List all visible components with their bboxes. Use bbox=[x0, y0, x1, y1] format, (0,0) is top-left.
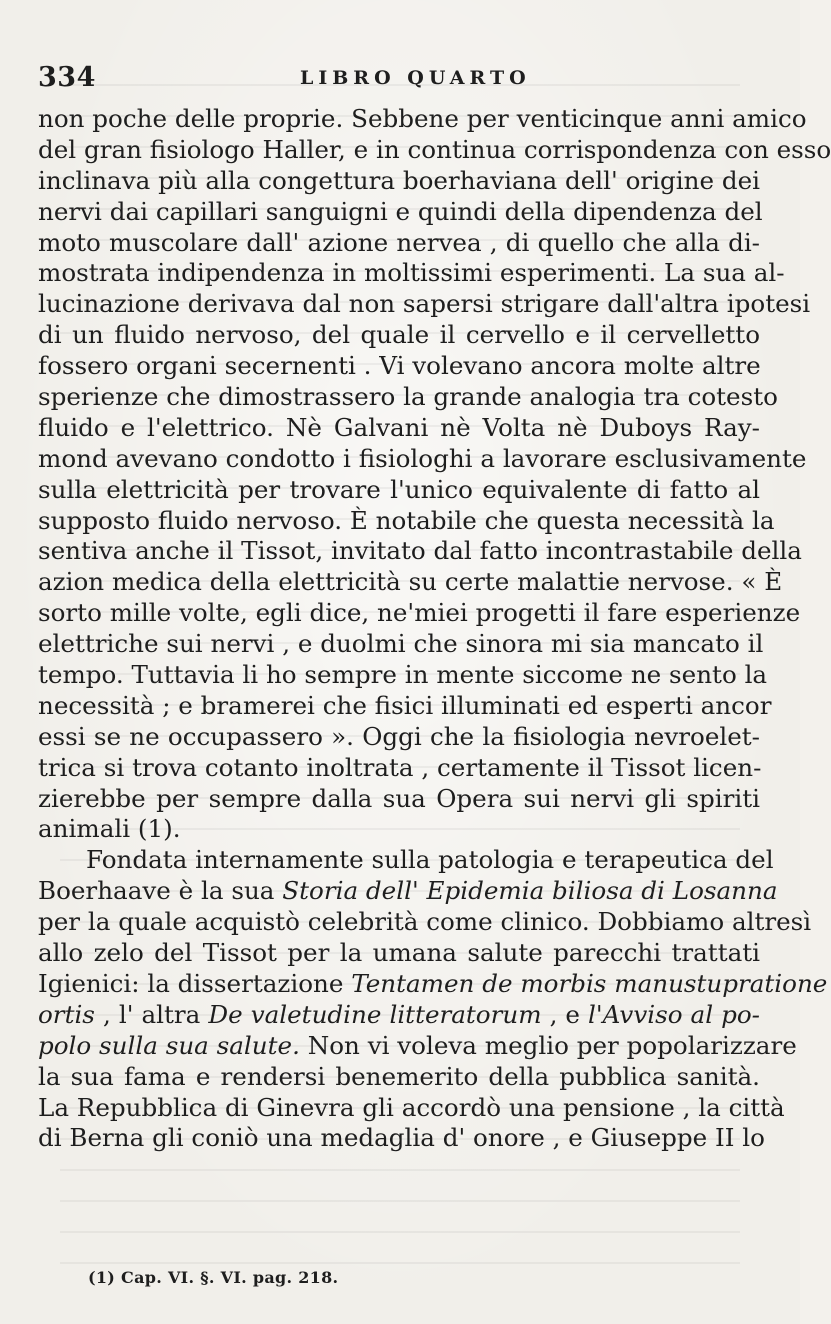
text-line: del gran fisiologo Haller, e in continua corrispondenza con esso bbox=[38, 134, 831, 164]
text-line: sulla elettricità per trovare l'unico equivalente di fatto al bbox=[38, 474, 760, 504]
text-line: di Berna gli coniò una medaglia d' onore , e Giuseppe II lo bbox=[38, 1123, 765, 1153]
text-line: animali (1). bbox=[38, 814, 181, 844]
text-line: di un fluido nervoso, del quale il cervello e il cervelletto bbox=[38, 320, 760, 350]
text-line: trica si trova cotanto inoltrata , certamente il Tissot licen- bbox=[38, 752, 762, 782]
running-head: LIBRO QUARTO bbox=[300, 67, 531, 89]
text-line: fluido e l'elettrico. Nè Galvani nè Volta nè Duboys Ray- bbox=[38, 412, 760, 442]
text-line: tempo. Tuttavia li ho sempre in mente siccome ne sento la bbox=[38, 660, 768, 690]
text-line: lucinazione derivava dal non sapersi strigare dall'altra ipotesi bbox=[38, 289, 811, 319]
text-line: necessità ; e bramerei che fisici illuminati ed esperti ancor bbox=[38, 690, 772, 720]
text-line: nervi dai capillari sanguigni e quindi della dipendenza del bbox=[38, 196, 763, 226]
text-line: La Repubblica di Ginevra gli accordò una pensione , la città bbox=[38, 1092, 785, 1122]
page-number: 334 bbox=[38, 62, 96, 93]
text-line: essi se ne occupassero ». Oggi che la fisiologia nevroelet- bbox=[38, 721, 760, 751]
text-line: Boerhaave è la sua Storia dell' Epidemia biliosa di Losanna bbox=[38, 876, 778, 906]
text-line: sentiva anche il Tissot, invitato dal fatto incontrastabile della bbox=[38, 536, 802, 566]
text-line: zierebbe per sempre dalla sua Opera sui nervi gli spiriti bbox=[38, 783, 760, 813]
text-line: inclinava più alla congettura boerhaviana dell' origine dei bbox=[38, 165, 760, 195]
page-header bbox=[38, 62, 760, 96]
text-line: la sua fama e rendersi benemerito della pubblica sanità. bbox=[38, 1061, 760, 1091]
text-line: azion medica della elettricità su certe malattie nervose. « È bbox=[38, 567, 783, 597]
text-line: elettriche sui nervi , e duolmi che sinora mi sia mancato il bbox=[38, 629, 764, 659]
text-line: per la quale acquistò celebrità come clinico. Dobbiamo altresì bbox=[38, 907, 812, 937]
footnote: (1) Cap. VI. §. VI. pag. 218. bbox=[88, 1268, 339, 1287]
text-line: mostrata indipendenza in moltissimi esperimenti. La sua al- bbox=[38, 258, 785, 288]
body-text bbox=[38, 104, 831, 1154]
text-line: ortis , l' altra De valetudine litteratorum , e l'Avviso al po- bbox=[38, 999, 760, 1029]
text-line: Fondata internamente sulla patologia e terapeutica del bbox=[86, 845, 774, 875]
text-line: fossero organi secernenti . Vi volevano ancora molte altre bbox=[38, 351, 761, 381]
text-line: polo sulla sua salute. Non vi voleva meglio per popolarizzare bbox=[38, 1030, 797, 1060]
text-line: moto muscolare dall' azione nervea , di quello che alla di- bbox=[38, 227, 760, 257]
text-line: sorto mille volte, egli dice, ne'miei progetti il fare esperienze bbox=[38, 598, 801, 628]
text-line: mond avevano condotto i fisiologhi a lavorare esclusivamente bbox=[38, 443, 807, 473]
text-line: non poche delle proprie. Sebbene per venticinque anni amico bbox=[38, 104, 807, 133]
text-line: supposto fluido nervoso. È notabile che questa necessità la bbox=[38, 505, 775, 535]
text-line: Igienici: la dissertazione Tentamen de morbis manustupratione bbox=[38, 968, 828, 998]
text-line: allo zelo del Tissot per la umana salute parecchi trattati bbox=[38, 938, 760, 968]
text-line: sperienze che dimostrassero la grande analogia tra cotesto bbox=[38, 382, 778, 412]
